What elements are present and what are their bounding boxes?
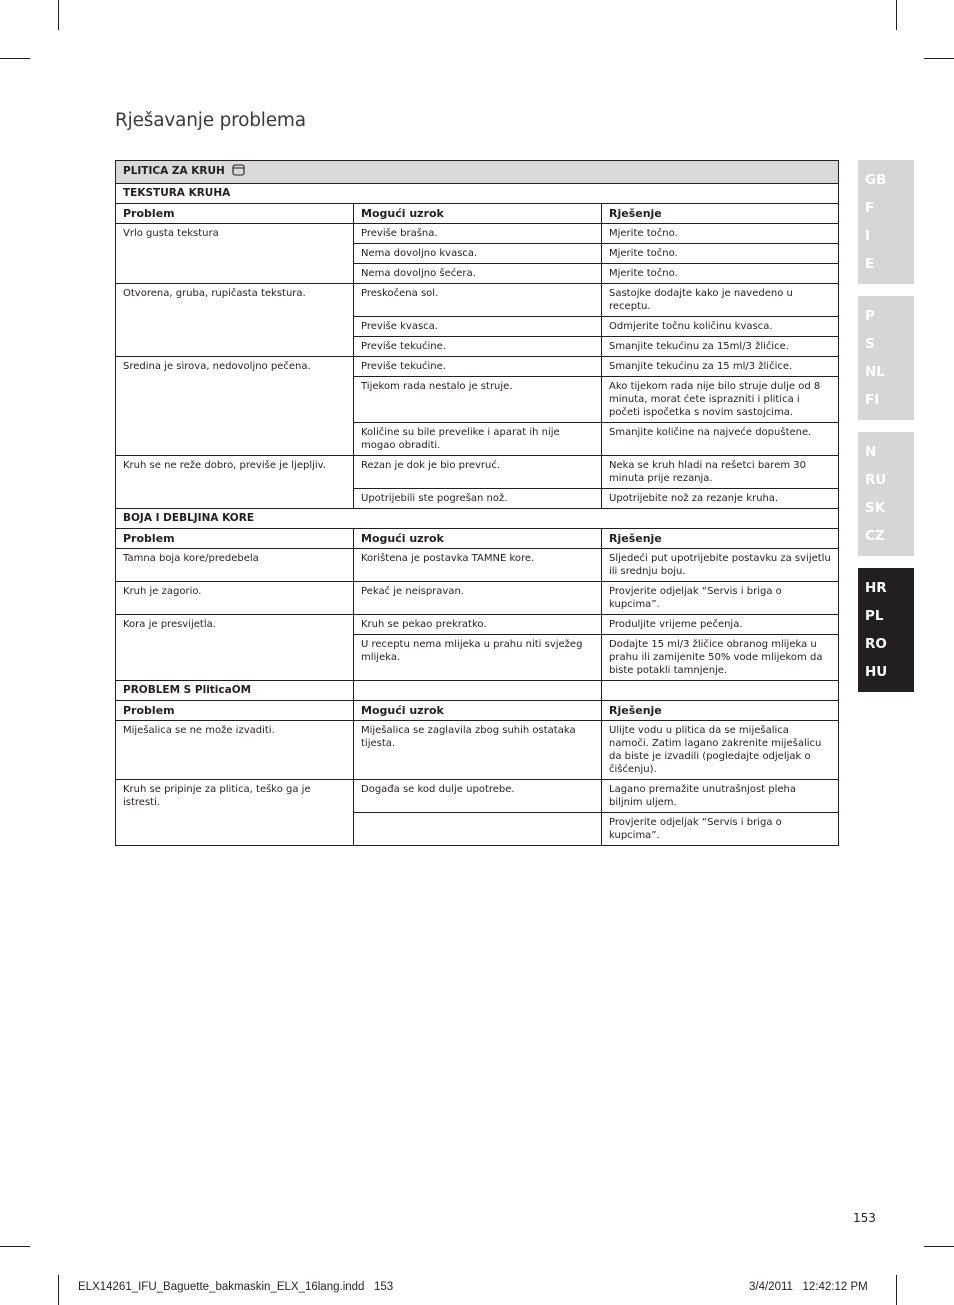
language-tab-sk[interactable]: SK (865, 500, 886, 516)
crop-mark (58, 0, 59, 30)
crop-mark (58, 1275, 59, 1305)
subsection-title: PROBLEM S PliticaOM (116, 681, 354, 701)
cause-cell: Korištena je postavka TAMNE kore. (354, 549, 602, 582)
language-tab-group (858, 432, 914, 556)
language-tab-ro[interactable]: RO (865, 636, 887, 652)
solution-cell: Smanjite tekućinu za 15ml/3 žličice. (602, 337, 839, 357)
problem-cell: Otvorena, gruba, rupičasta tekstura. (116, 284, 354, 357)
cause-cell: Preskočena sol. (354, 284, 602, 317)
language-tab-i[interactable]: I (865, 228, 871, 244)
solution-cell: Neka se kruh hladi na rešetci barem 30 minuta prije rezanja. (602, 456, 839, 489)
table-row (116, 721, 839, 780)
problem-cell: Kruh se pripinje za plitica, teško ga je istresti. (116, 780, 354, 846)
language-tab-gb[interactable]: GB (865, 172, 887, 188)
section-header-row (116, 161, 839, 184)
solution-cell: Upotrijebite nož za rezanje kruha. (602, 489, 839, 509)
cause-cell: Previše tekućine. (354, 357, 602, 377)
bread-pan-icon (232, 164, 245, 180)
cause-cell: Nema dovoljno kvasca. (354, 244, 602, 264)
solution-cell: Smanjite količine na najveće dopuštene. (602, 423, 839, 456)
column-header-problem: Problem (116, 204, 354, 224)
language-tab-nl[interactable]: NL (865, 364, 885, 380)
column-header-cause: Mogući uzrok (354, 529, 602, 549)
table-row (116, 224, 839, 244)
solution-cell: Mjerite točno. (602, 224, 839, 244)
column-header-solution: Rješenje (602, 529, 839, 549)
table-row (116, 615, 839, 635)
cause-cell: Nema dovoljno šećera. (354, 264, 602, 284)
problem-cell: Kruh je zagorio. (116, 582, 354, 615)
subsection-title: TEKSTURA KRUHA (116, 184, 839, 204)
problem-cell: Kruh se ne reže dobro, previše je ljepljiv. (116, 456, 354, 509)
solution-cell: Sljedeći put upotrijebite postavku za svijetlu ili srednju boju. (602, 549, 839, 582)
table-row (116, 582, 839, 615)
solution-cell: Mjerite točno. (602, 264, 839, 284)
page-title: Rješavanje problema (115, 110, 306, 131)
language-tab-group (858, 160, 914, 284)
subsection-row (116, 681, 839, 701)
language-tab-group (858, 296, 914, 420)
solution-cell: Provjerite odjeljak “Servis i briga o kupcima”. (602, 813, 839, 846)
table-row (116, 357, 839, 377)
problem-cell: Kora je presvijetla. (116, 615, 354, 681)
crop-mark (924, 1246, 954, 1247)
cause-cell: Količine su bile prevelike i aparat ih nije mogao obraditi. (354, 423, 602, 456)
footer-date: 3/4/2011 12:42:12 PM (749, 1281, 868, 1293)
crop-mark (896, 1275, 897, 1305)
language-tab-n[interactable]: N (865, 444, 877, 460)
language-tab-s[interactable]: S (865, 336, 875, 352)
cause-cell: Miješalica se zaglavila zbog suhih ostataka tijesta. (354, 721, 602, 780)
empty-cell (354, 681, 602, 701)
column-header-problem: Problem (116, 529, 354, 549)
cause-cell (354, 813, 602, 846)
solution-cell: Smanjite tekućinu za 15 ml/3 žličice. (602, 357, 839, 377)
column-header-row (116, 529, 839, 549)
column-header-cause: Mogući uzrok (354, 701, 602, 721)
problem-cell: Tamna boja kore/predebela (116, 549, 354, 582)
cause-cell: Događa se kod dulje upotrebe. (354, 780, 602, 813)
cause-cell: Previše kvasca. (354, 317, 602, 337)
solution-cell: Ako tijekom rada nije bilo struje dulje od 8 minuta, morat ćete isprazniti i plitica i početi ispočetka s novim sastojcima. (602, 377, 839, 423)
language-tab-ru[interactable]: RU (865, 472, 887, 488)
crop-mark (896, 0, 897, 30)
solution-cell: Dodajte 15 ml/3 žličice obranog mlijeka u prahu ili zamijenite 50% vode mlijekom da biste potakli tamnjenje. (602, 635, 839, 681)
table-row (116, 456, 839, 489)
language-tab-pl[interactable]: PL (865, 608, 884, 624)
problem-cell: Miješalica se ne može izvaditi. (116, 721, 354, 780)
subsection-row (116, 184, 839, 204)
solution-cell: Ulijte vodu u plitica da se miješalica namoči. Zatim lagano zakrenite miješalicu da biste je izvadili (pogledajte odjeljak o čišćenju). (602, 721, 839, 780)
cause-cell: Previše tekućine. (354, 337, 602, 357)
subsection-row (116, 509, 839, 529)
solution-cell: Sastojke dodajte kako je navedeno u receptu. (602, 284, 839, 317)
solution-cell: Mjerite točno. (602, 244, 839, 264)
language-tab-hu[interactable]: HU (865, 664, 888, 680)
cause-cell: U receptu nema mlijeka u prahu niti svježeg mlijeka. (354, 635, 602, 681)
column-header-cause: Mogući uzrok (354, 204, 602, 224)
crop-mark (0, 58, 30, 59)
troubleshooting-table (115, 160, 839, 846)
cause-cell: Tijekom rada nestalo je struje. (354, 377, 602, 423)
column-header-solution: Rješenje (602, 204, 839, 224)
crop-mark (0, 1246, 30, 1247)
solution-cell: Produljite vrijeme pečenja. (602, 615, 839, 635)
column-header-row (116, 701, 839, 721)
table-row (116, 780, 839, 813)
page-number: 153 (853, 1211, 876, 1225)
cause-cell: Rezan je dok je bio prevruć. (354, 456, 602, 489)
language-tab-e[interactable]: E (865, 256, 875, 272)
language-tab-fi[interactable]: FI (865, 392, 880, 408)
section-title: PLITICA ZA KRUH (123, 165, 225, 177)
language-tab-group-active (858, 568, 914, 692)
solution-cell: Lagano premažite unutrašnjost pleha biljnim uljem. (602, 780, 839, 813)
problem-cell: Vrlo gusta tekstura (116, 224, 354, 284)
section-header (116, 161, 839, 184)
cause-cell: Pekač je neispravan. (354, 582, 602, 615)
subsection-title: BOJA I DEBLJINA KORE (116, 509, 839, 529)
language-tab-f[interactable]: F (865, 200, 875, 216)
cause-cell: Kruh se pekao prekratko. (354, 615, 602, 635)
table-row (116, 549, 839, 582)
footer-filename: ELX14261_IFU_Baguette_bakmaskin_ELX_16lang.indd 153 (78, 1281, 394, 1293)
solution-cell: Odmjerite točnu količinu kvasca. (602, 317, 839, 337)
column-header-row (116, 204, 839, 224)
language-tab-cz[interactable]: CZ (865, 528, 885, 544)
empty-cell (602, 681, 839, 701)
problem-cell: Sredina je sirova, nedovoljno pečena. (116, 357, 354, 456)
table-row (116, 284, 839, 317)
column-header-problem: Problem (116, 701, 354, 721)
language-tab-p[interactable]: P (865, 308, 875, 324)
crop-mark (924, 58, 954, 59)
cause-cell: Upotrijebili ste pogrešan nož. (354, 489, 602, 509)
cause-cell: Previše brašna. (354, 224, 602, 244)
column-header-solution: Rješenje (602, 701, 839, 721)
language-tab-hr[interactable]: HR (865, 580, 887, 596)
solution-cell: Provjerite odjeljak “Servis i briga o kupcima”. (602, 582, 839, 615)
